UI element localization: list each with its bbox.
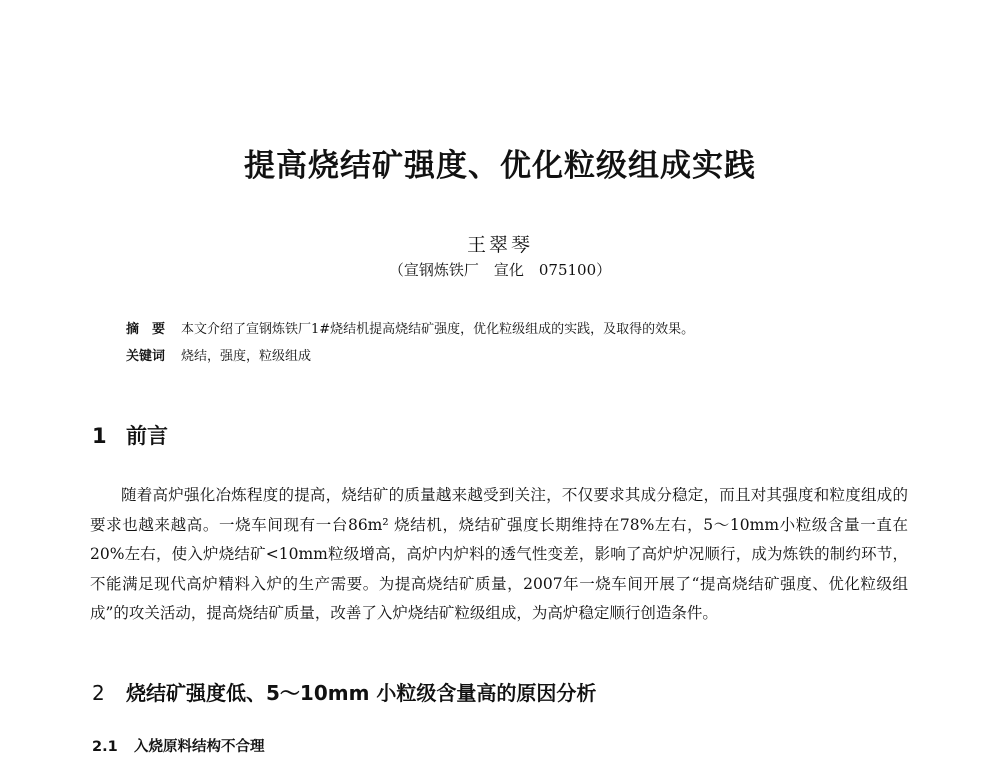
section-1-number: 1 (92, 424, 107, 448)
section-2-title: 烧结矿强度低、5～10mm 小粒级含量高的原因分析 (126, 681, 597, 705)
keywords-row (126, 345, 311, 364)
section-2-1-heading (92, 735, 265, 756)
keywords-label: 关键词 (126, 349, 166, 364)
keywords-text: 烧结，强度，粒级组成 (181, 349, 312, 364)
section-2-1-title: 入烧原料结构不合理 (134, 739, 265, 755)
author-affiliation: （宣钢炼铁厂 宣化 075100） (388, 261, 612, 279)
abstract-row (126, 318, 694, 337)
section-2-1-number: 2.1 (92, 739, 118, 755)
section-1-paragraph: 随着高炉强化冶炼程度的提高，烧结矿的质量越来越受到关注，不仅要求其成分稳定，而且对其强度和粒度组成的要求也越来越高。一烧车间现有一台86m² 烧结机，烧结矿强度长期维持在78%左右，5～10mm小粒级含量一直在20%左右，使入炉烧结矿<10mm粒级增高，高炉内炉料的透气性变差，影响了高炉炉况顺行，成为炼铁的制约环节，不能满足现代高炉精料入炉的生产需要。为提高烧结矿质量，2007年一烧车间开展了“提高烧结矿强度、优化粒级组成”的攻关活动，提高烧结矿质量，改善了入炉烧结矿粒级组成，为高炉稳定顺行创造条件。 (90, 486, 908, 623)
section-1-heading (92, 420, 168, 450)
abstract-label: 摘 要 (126, 322, 166, 337)
section-2-number: 2 (92, 681, 105, 705)
section-1-title: 前言 (126, 424, 168, 448)
author-name: 王翠琴 (466, 234, 533, 256)
abstract-text: 本文介绍了宣钢炼铁厂1#烧结机提高烧结矿强度，优化粒级组成的实践，及取得的效果。 (181, 322, 695, 337)
paper-title: 提高烧结矿强度、优化粒级组成实践 (244, 148, 756, 184)
section-2-heading (92, 677, 596, 706)
